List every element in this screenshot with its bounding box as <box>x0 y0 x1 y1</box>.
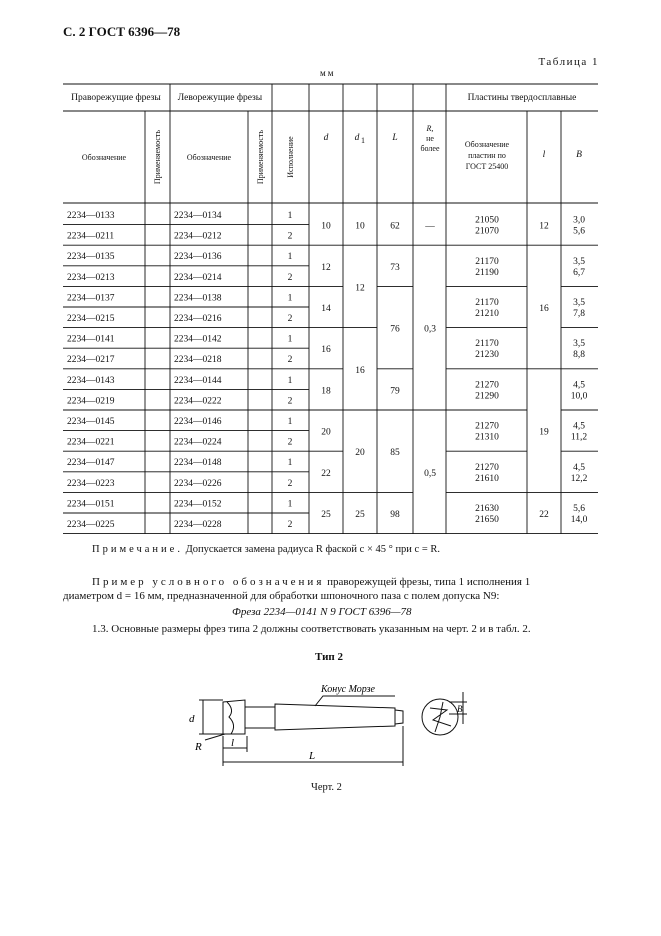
dim-d-label: d <box>189 713 195 725</box>
left-cutter-designation: 2234—0144 <box>174 375 222 386</box>
l-value: 19 <box>539 427 549 438</box>
right-cutter-designation: 2234—0133 <box>67 211 115 221</box>
units-label: мм <box>320 68 336 78</box>
L-value: 62 <box>390 221 400 232</box>
plate-designation: 21270 <box>475 380 499 391</box>
left-cutter-designation: 2234—0214 <box>174 272 222 283</box>
page-header: С. 2 ГОСТ 6396—78 <box>63 24 181 39</box>
B-value: 10,0 <box>570 391 588 402</box>
right-cutter-designation: 2234—0221 <box>67 437 115 448</box>
header-plate-designation: Обозначение <box>464 140 510 149</box>
plate-designation: 21210 <box>475 309 499 319</box>
left-cutter-designation: 2234—0152 <box>174 499 222 510</box>
right-cutter-designation: 2234—0147 <box>67 458 115 469</box>
cone-label: Конус Морзе <box>321 684 375 695</box>
L-value: 79 <box>390 386 400 397</box>
execution-value: 1 <box>287 375 293 386</box>
right-cutter-designation: 2234—0141 <box>67 334 115 345</box>
d1-value: 12 <box>355 283 365 294</box>
example-text-1: праворежущей фрезы, типа 1 исполнения 1 <box>327 576 531 588</box>
left-cutter-designation: 2234—0142 <box>174 334 222 345</box>
L-value: 73 <box>390 262 400 273</box>
right-cutter-designation: 2234—0137 <box>67 293 115 304</box>
plate-designation: 21270 <box>475 421 499 432</box>
cutter-drawing <box>185 670 485 775</box>
right-cutter-designation: 2234—0151 <box>67 499 115 510</box>
plate-designation: 21630 <box>475 504 499 514</box>
plate-designation: 21170 <box>475 256 499 267</box>
paragraph-1-3: 1.3. Основные размеры фрез типа 2 должны соответствовать указанным на черт. 2 и в табл. 2. <box>92 623 531 635</box>
d-value: 12 <box>321 262 331 273</box>
header-d: d <box>323 133 329 143</box>
example-code: Фреза 2234—0141 N 9 ГОСТ 6396—78 <box>232 606 412 618</box>
header-plate-gost: ГОСТ 25400 <box>465 162 509 171</box>
B-value: 7,8 <box>573 309 585 319</box>
d-value: 22 <box>321 468 331 479</box>
l-value: 22 <box>539 510 549 520</box>
right-cutter-designation: 2234—0219 <box>67 396 115 407</box>
d1-value: 10 <box>355 221 365 232</box>
right-cutter-designation: 2234—0217 <box>67 355 115 366</box>
dim-bigl-label: L <box>309 750 316 762</box>
execution-value: 2 <box>287 396 293 407</box>
plate-designation: 21650 <box>475 515 499 525</box>
header-applicability-right: Применяемость <box>153 129 162 185</box>
l-value: 12 <box>539 221 549 232</box>
left-cutter-designation: 2234—0218 <box>174 355 222 366</box>
plate-designation: 21290 <box>475 391 499 402</box>
execution-value: 2 <box>287 231 293 242</box>
dim-r-label: R <box>195 741 202 753</box>
right-cutter-designation: 2234—0215 <box>67 314 115 324</box>
B-value: 5,6 <box>573 226 585 237</box>
B-value: 3,5 <box>573 339 585 350</box>
left-cutter-designation: 2234—0146 <box>174 417 222 427</box>
execution-value: 1 <box>287 458 293 469</box>
left-cutter-designation: 2234—0228 <box>174 520 222 530</box>
execution-value: 1 <box>287 417 293 427</box>
d-value: 16 <box>321 345 331 356</box>
d1-value: 25 <box>355 510 365 520</box>
header-B: B <box>576 150 582 160</box>
example-line-1 <box>92 576 530 588</box>
B-value: 5,6 <box>573 504 585 514</box>
B-value: 4,5 <box>573 421 585 432</box>
right-cutter-designation: 2234—0225 <box>67 520 115 530</box>
plate-designation: 21170 <box>475 339 499 350</box>
right-cutter-designation: 2234—0145 <box>67 417 115 427</box>
execution-value: 1 <box>287 252 293 263</box>
left-cutter-designation: 2234—0136 <box>174 252 222 263</box>
plate-designation: 21190 <box>475 267 499 278</box>
B-value: 4,5 <box>573 462 585 473</box>
plate-designation: 21230 <box>475 350 499 361</box>
B-value: 3,5 <box>573 256 585 267</box>
note-label: Примечание. <box>92 544 183 555</box>
right-cutter-designation: 2234—0143 <box>67 375 115 386</box>
plate-designation: 21310 <box>475 432 499 443</box>
header-R-ne: не <box>426 134 434 143</box>
execution-value: 2 <box>287 520 293 530</box>
L-value: 98 <box>390 510 400 520</box>
table-note <box>92 544 440 555</box>
header-R-bolee: более <box>420 144 440 153</box>
left-cutter-designation: 2234—0134 <box>174 211 222 221</box>
header-d1: d <box>354 133 360 143</box>
example-line-2: диаметром d = 16 мм, предназначенной для обработки шпоночного паза с полем допуска N9: <box>63 590 500 602</box>
type-title: Тип 2 <box>315 651 343 663</box>
R-value: 0,3 <box>424 324 436 335</box>
dim-l-label: l <box>231 737 235 749</box>
R-value: 0,5 <box>424 468 436 479</box>
plate-designation: 21270 <box>475 462 499 473</box>
B-value: 14,0 <box>570 515 588 525</box>
B-value: 6,7 <box>573 267 585 278</box>
execution-value: 1 <box>287 499 293 510</box>
left-cutter-designation: 2234—0148 <box>174 458 222 469</box>
d-value: 18 <box>321 386 331 397</box>
header-plates: Пластины твердосплавные <box>467 93 577 103</box>
header-designation-left: Обозначение <box>186 153 232 162</box>
execution-value: 1 <box>287 334 293 345</box>
execution-value: 2 <box>287 478 293 489</box>
header-L: L <box>392 133 398 143</box>
left-cutter-designation: 2234—0224 <box>174 437 222 448</box>
right-cutter-designation: 2234—0135 <box>67 252 115 263</box>
R-value: — <box>425 221 435 232</box>
d-value: 25 <box>321 510 331 520</box>
header-R: R, <box>426 124 434 133</box>
drawing-caption: Черт. 2 <box>311 782 342 793</box>
execution-value: 2 <box>287 355 293 366</box>
header-right-cutters: Праворежущие фрезы <box>71 93 161 103</box>
execution-value: 2 <box>287 272 293 283</box>
execution-value: 2 <box>287 314 293 324</box>
table-label: Таблица 1 <box>538 56 599 68</box>
header-d1-sub: 1 <box>361 136 365 145</box>
B-value: 4,5 <box>573 380 585 391</box>
plate-designation: 21170 <box>475 298 499 308</box>
left-cutter-designation: 2234—0216 <box>174 314 222 324</box>
header-left-cutters: Леворежущие фрезы <box>177 93 263 103</box>
execution-value: 1 <box>287 293 293 304</box>
dim-b-label: B <box>457 704 463 714</box>
note-text: Допускается замена радиуса R фаской c × 45 ° при c = R. <box>185 544 441 555</box>
L-value: 85 <box>390 448 400 459</box>
B-value: 8,8 <box>573 350 585 361</box>
left-cutter-designation: 2234—0138 <box>174 293 222 304</box>
right-cutter-designation: 2234—0223 <box>67 478 115 489</box>
B-value: 12,2 <box>570 473 588 484</box>
d1-value: 16 <box>355 365 365 376</box>
header-plate-by: пластин по <box>468 151 506 160</box>
example-label: Пример условного обозначения <box>92 576 325 588</box>
right-cutter-designation: 2234—0213 <box>67 272 115 283</box>
header-execution: Исполнение <box>286 136 295 178</box>
plate-designation: 21070 <box>475 226 499 237</box>
header-applicability-left: Применяемость <box>256 129 265 185</box>
plate-designation: 21050 <box>475 215 499 226</box>
d1-value: 20 <box>355 448 365 459</box>
execution-value: 1 <box>287 211 293 221</box>
left-cutter-designation: 2234—0212 <box>174 231 222 242</box>
B-value: 3,0 <box>573 215 585 226</box>
right-cutter-designation: 2234—0211 <box>67 231 115 242</box>
header-designation-right: Обозначение <box>81 153 127 162</box>
L-value: 76 <box>390 324 400 335</box>
d-value: 14 <box>321 304 331 314</box>
plate-designation: 21610 <box>475 473 499 484</box>
execution-value: 2 <box>287 437 293 448</box>
left-cutter-designation: 2234—0226 <box>174 478 222 489</box>
l-value: 16 <box>539 304 549 314</box>
d-value: 20 <box>321 427 331 438</box>
B-value: 3,5 <box>573 298 585 308</box>
left-cutter-designation: 2234—0222 <box>174 396 222 407</box>
header-l: l <box>542 150 546 160</box>
B-value: 11,2 <box>570 432 588 443</box>
d-value: 10 <box>321 221 331 232</box>
